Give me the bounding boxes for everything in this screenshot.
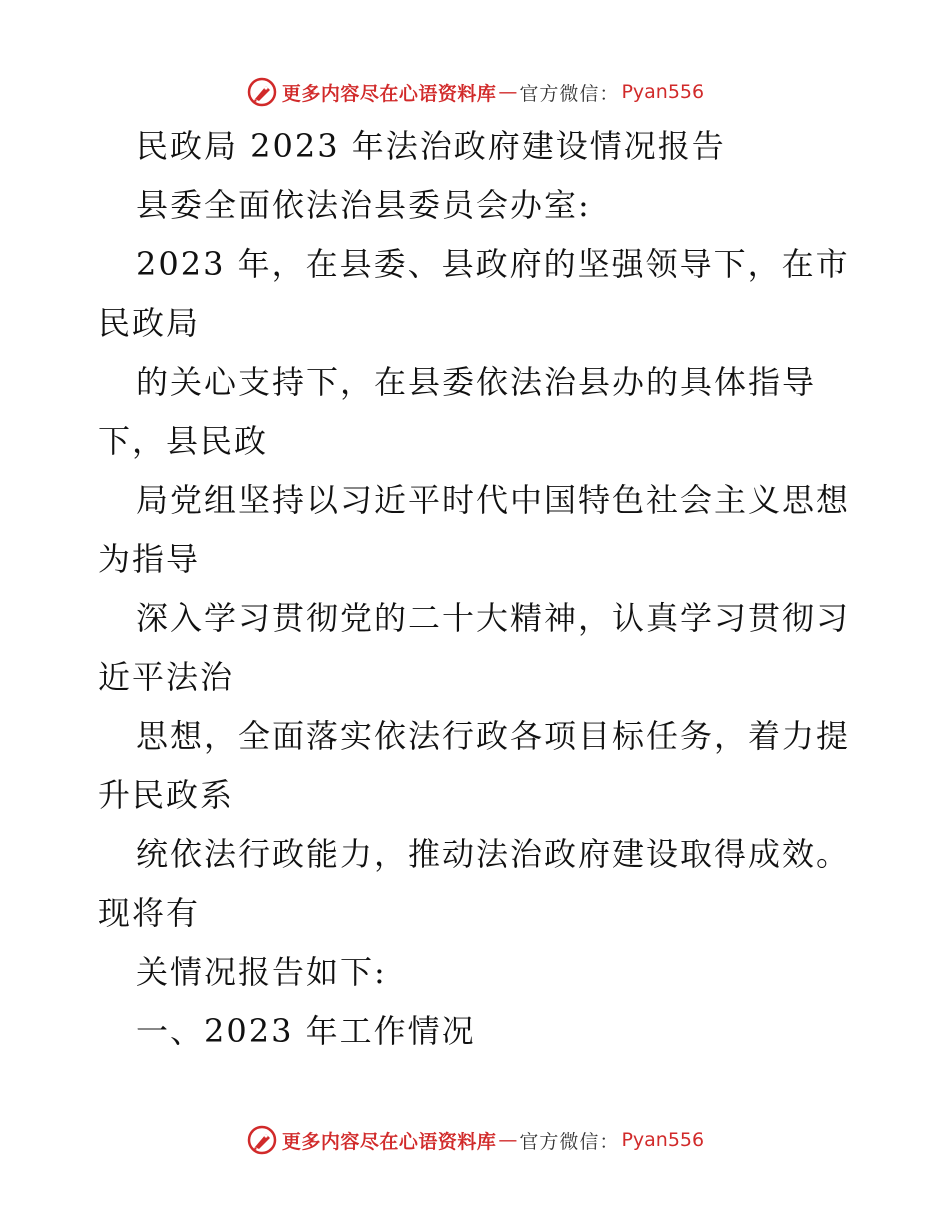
banner-wechat-id: Pyan556 <box>621 1129 705 1151</box>
paragraph-line: 思想，全面落实依法行政各项目标任务，着力提 <box>136 717 851 755</box>
paragraph-line: 统依法行政能力，推动法治政府建设取得成效。 <box>136 835 851 873</box>
banner-official-label: 官方微信： <box>519 82 620 105</box>
paragraph-line: 局党组坚持以习近平时代中国特色社会主义思想 <box>136 481 851 519</box>
document-body <box>0 117 950 1061</box>
paragraph-line: 深入学习贯彻党的二十大精神，认真学习贯彻习 <box>136 599 851 637</box>
footer-watermark-banner <box>0 1120 950 1160</box>
header-watermark-banner <box>0 72 950 112</box>
paragraph-line: 近平法治 <box>98 658 235 696</box>
paragraph-line: 现将有 <box>98 894 201 932</box>
banner-dash: — <box>498 81 518 103</box>
paragraph-line: 的关心支持下，在县委依法治县办的具体指导 <box>136 363 817 401</box>
document-salutation: 县委全面依法治县委员会办室: <box>136 186 591 224</box>
paragraph-line: 关情况报告如下: <box>136 953 387 991</box>
paragraph-line: 为指导 <box>98 540 201 578</box>
pen-nib-logo-icon <box>246 76 278 108</box>
paragraph-line: 民政局 <box>98 304 201 342</box>
paragraph-line: 升民政系 <box>98 776 235 814</box>
section-heading: 一、2023 年工作情况 <box>136 1012 476 1050</box>
document-title: 民政局 2023 年法治政府建设情况报告 <box>136 127 726 165</box>
banner-dash: — <box>498 1129 518 1151</box>
banner-site-text: 更多内容尽在心语资料库 <box>281 82 497 105</box>
paragraph-line: 2023 年，在县委、县政府的坚强领导下，在市 <box>136 245 850 283</box>
banner-wechat-id: Pyan556 <box>621 81 705 103</box>
pen-nib-logo-icon <box>246 1124 278 1156</box>
banner-site-text: 更多内容尽在心语资料库 <box>281 1130 497 1153</box>
paragraph-line: 下，县民政 <box>98 422 269 460</box>
banner-official-label: 官方微信： <box>519 1130 620 1153</box>
